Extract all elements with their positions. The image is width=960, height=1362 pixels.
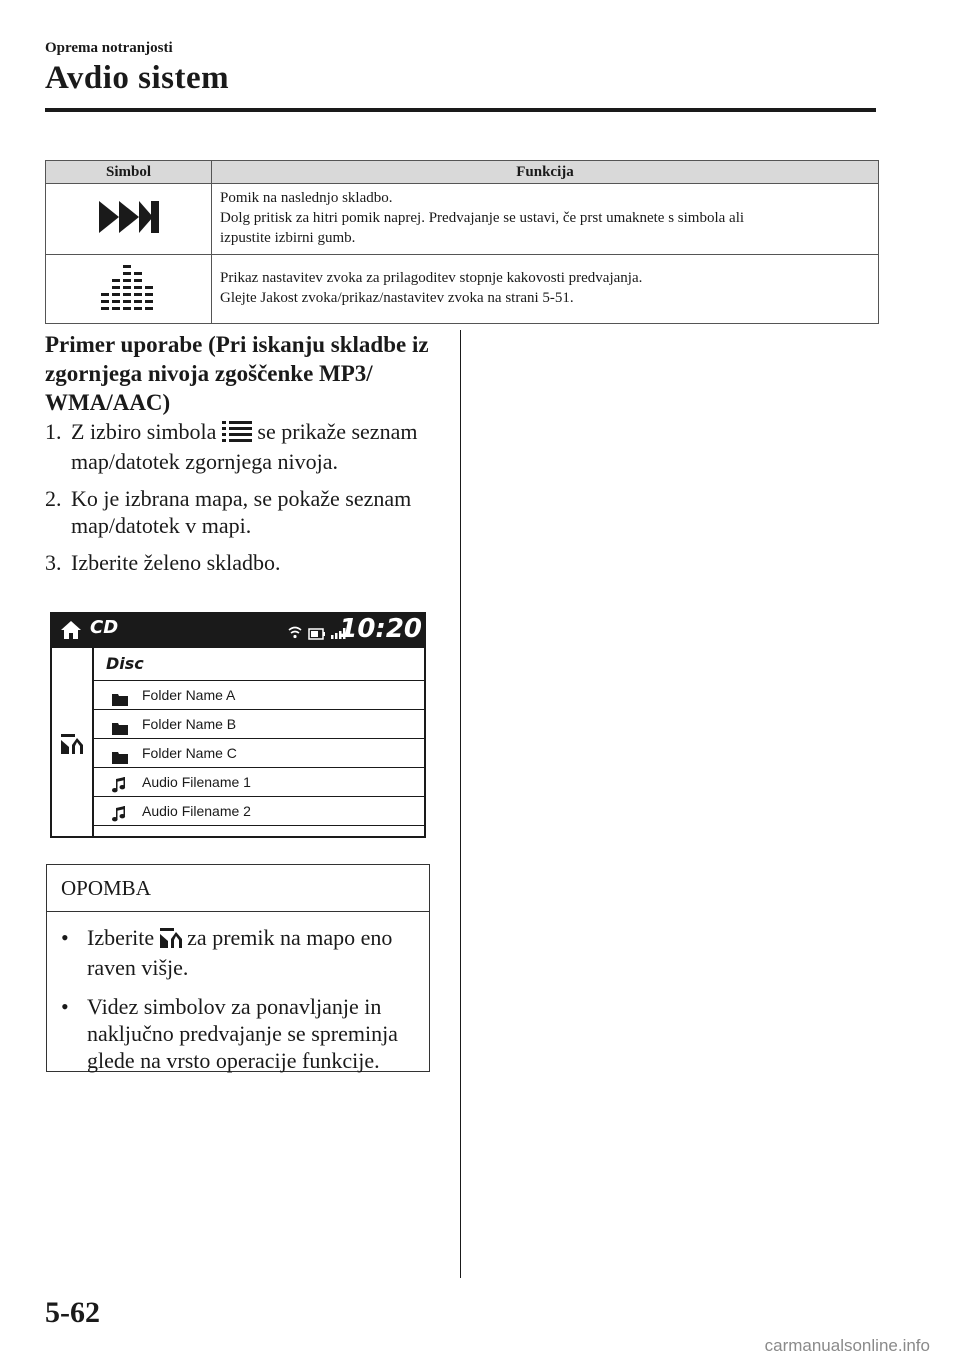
table-row xyxy=(46,184,879,255)
list-item xyxy=(45,549,445,576)
list-item-label: Audio Filename 2 xyxy=(142,803,251,819)
note-title: OPOMBA xyxy=(47,865,429,912)
bullet-icon: • xyxy=(61,925,69,950)
column-header-function: Funkcija xyxy=(212,161,879,184)
bullet-icon: • xyxy=(61,994,69,1019)
symbol-table xyxy=(45,160,879,324)
function-line: Pomik na naslednjo skladbo. xyxy=(220,190,393,206)
function-line: Glejte Jakost zvoka/prikaz/nastavitev zvoka na strani 5-51. xyxy=(220,290,574,306)
screen-content xyxy=(52,648,424,836)
list-item xyxy=(45,418,445,475)
section-label: Oprema notranjosti xyxy=(45,40,173,56)
step-number: 2. xyxy=(45,486,62,511)
column-divider xyxy=(460,330,461,1278)
folder-up-button[interactable] xyxy=(52,648,94,836)
list-item-label: Folder Name C xyxy=(142,745,237,761)
note-text: Videz simbolov za ponavljanje in naključno predvajanje se spreminja glede na vrsto operacije funkcije. xyxy=(87,994,398,1073)
home-icon xyxy=(60,620,82,645)
folder-up-icon xyxy=(160,927,182,954)
list-item[interactable] xyxy=(94,768,424,797)
list-item-label: Audio Filename 1 xyxy=(142,774,251,790)
step-text: Izberite želeno skladbo. xyxy=(71,550,281,575)
function-cell xyxy=(212,255,879,324)
table-row xyxy=(46,255,879,324)
list-menu-icon xyxy=(222,420,252,448)
list-item xyxy=(61,993,419,1074)
clock-time: 10:20 xyxy=(339,614,422,644)
step-text: Z izbiro simbola xyxy=(71,419,217,444)
list-item[interactable] xyxy=(94,681,424,710)
function-line: Dolg pritisk za hitri pomik naprej. Predvajanje se ustavi, če prst umaknete s simbola ali xyxy=(220,210,745,226)
function-line: izpustite izbirni gumb. xyxy=(220,230,356,246)
function-line: Prikaz nastavitev zvoka za prilagoditev stopnje kakovosti predvajanja. xyxy=(220,270,643,286)
file-list xyxy=(94,648,424,836)
symbol-cell xyxy=(46,255,212,324)
list-item[interactable] xyxy=(94,797,424,826)
battery-icon xyxy=(308,627,326,645)
list-item xyxy=(61,924,419,981)
list-item xyxy=(45,485,445,539)
example-heading: Primer uporabe (Pri iskanju skladbe iz zgornjega nivoja zgoščenke MP3/ WMA/AAC) xyxy=(45,332,429,415)
step-number: 1. xyxy=(45,419,62,444)
next-track-icon xyxy=(97,223,161,239)
watermark: carmanualsonline.info xyxy=(764,1336,930,1355)
title-divider xyxy=(45,108,876,112)
sound-settings-icon xyxy=(101,299,157,315)
list-item[interactable] xyxy=(94,710,424,739)
page-title: Avdio sistem xyxy=(45,60,230,96)
list-item-label: Folder Name B xyxy=(142,716,237,732)
function-cell xyxy=(212,184,879,255)
audio-source-label: CD xyxy=(90,617,119,638)
note-text: za premik na mapo eno raven višje. xyxy=(87,925,393,980)
note-text: Izberite xyxy=(87,925,155,950)
wifi-icon xyxy=(288,625,302,644)
step-number: 3. xyxy=(45,550,62,575)
step-text: se prikaže seznam map/datotek zgornjega nivoja. xyxy=(71,419,418,474)
note-box xyxy=(46,864,430,1072)
table-header-row xyxy=(46,161,879,184)
screen-status-bar xyxy=(50,612,426,648)
note-list xyxy=(47,912,429,1074)
list-item[interactable] xyxy=(94,739,424,768)
steps-list xyxy=(45,418,445,586)
list-title: Disc xyxy=(94,648,424,681)
column-header-symbol: Simbol xyxy=(46,161,212,184)
folder-up-icon xyxy=(61,734,83,759)
cd-screen-illustration xyxy=(50,612,426,838)
list-item-label: Folder Name A xyxy=(142,687,236,703)
music-note-icon xyxy=(112,803,126,831)
symbol-cell xyxy=(46,184,212,255)
page-number: 5-62 xyxy=(45,1296,100,1329)
step-text: Ko je izbrana mapa, se pokaže seznam map/datotek v mapi. xyxy=(71,486,412,538)
